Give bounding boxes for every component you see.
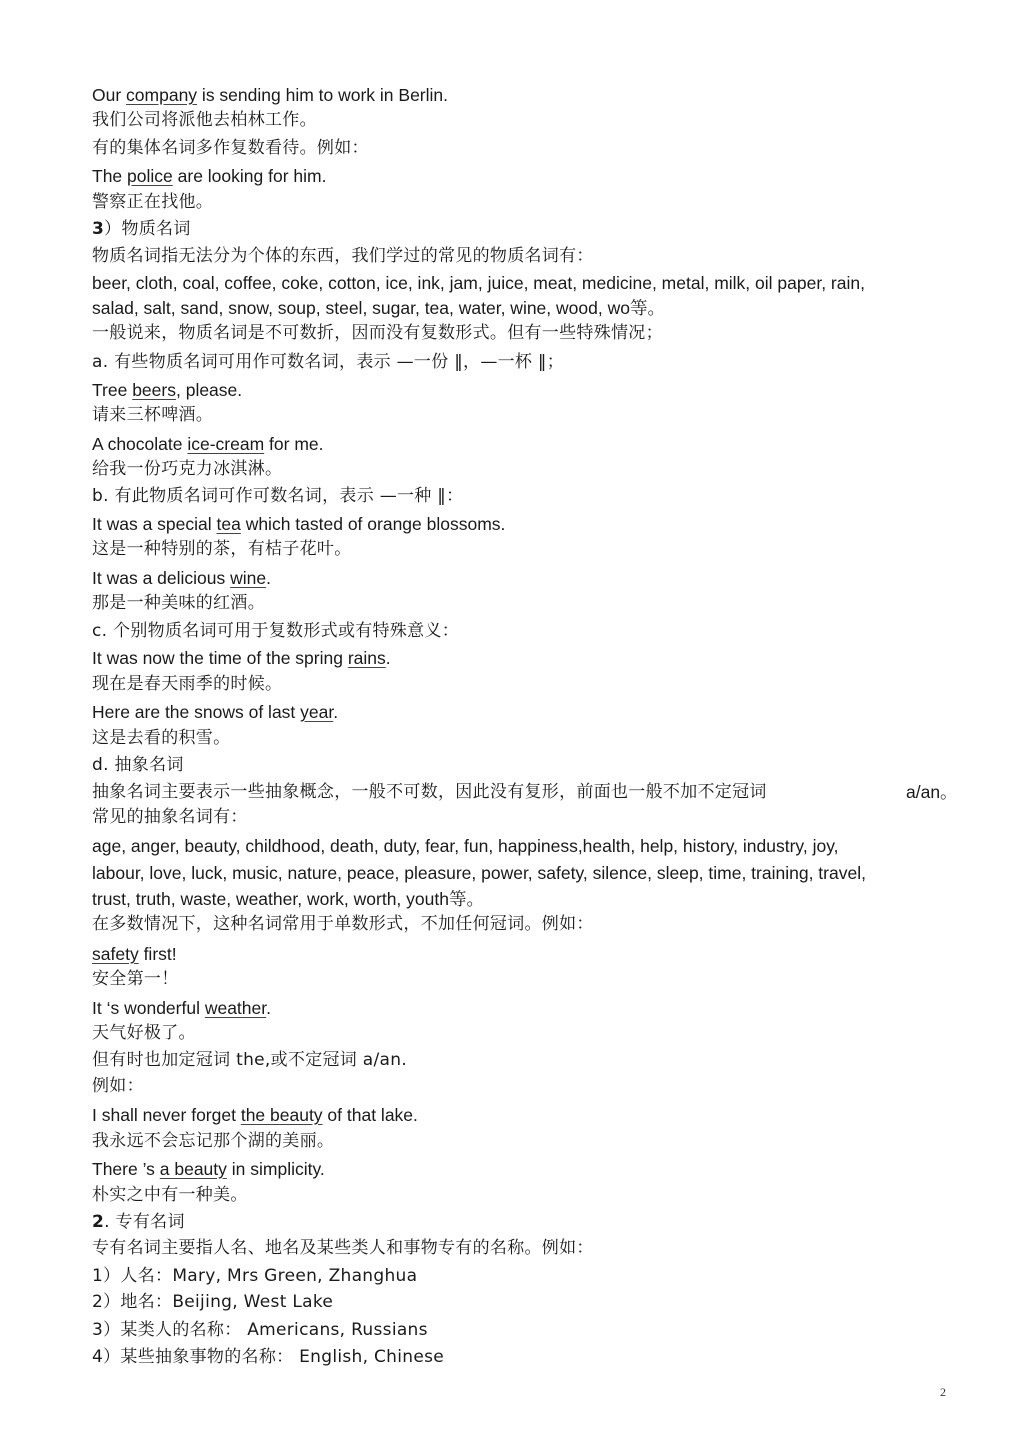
underlined-word: police [127,166,173,186]
explanation: 但有时也加定冠词 the,或不定冠词 a/an. [92,1050,408,1070]
explanation: 常见的抽象名词有： [92,807,248,827]
translation: 天气好极了。 [92,1023,196,1043]
example-sentence: It was now the time of the spring rains. [92,648,391,668]
example-sentence: There ’s a beauty in simplicity. [92,1159,325,1179]
section-heading: 2. 专有名词 [92,1212,185,1232]
example-sentence: I shall never forget the beauty of that lake. [92,1105,418,1125]
translation: 我永远不会忘记那个湖的美丽。 [92,1131,335,1151]
word-list: age, anger, beauty, childhood, death, duty, fear, fun, happiness,health, help, history, industry, joy, [92,836,839,856]
explanation-tail: a/an。 [906,782,958,802]
underlined-word: tea [216,514,241,534]
list-item: 4）某些抽象事物的名称： English, Chinese [92,1347,445,1367]
translation: 给我一份巧克力冰淇淋。 [92,459,283,479]
sub-point: c. 个别物质名词可用于复数形式或有特殊意义： [92,621,460,641]
explanation: 例如： [92,1076,144,1096]
underlined-word: safety [92,944,139,964]
underlined-word: the beauty [240,1105,323,1125]
page-number: 2 [940,1385,946,1399]
example-sentence: Here are the snows of last year. [92,702,339,722]
example-sentence: It ‘s wonderful weather. [92,998,271,1018]
sub-point: b. 有此物质名词可作可数名词，表示 —一种 ‖： [92,486,464,506]
list-item: 1）人名：Mary, Mrs Green, Zhanghua [92,1266,418,1286]
list-item: 2）地名：Beijing, West Lake [92,1292,334,1312]
translation: 安全第一！ [92,969,179,989]
underlined-word: ice-cream [187,434,265,454]
translation: 现在是春天雨季的时候。 [92,674,283,694]
underlined-word: wine [230,568,267,588]
underlined-word: beers [132,380,176,400]
explanation: 专有名词主要指人名、地名及某些类人和事物专有的名称。例如： [92,1238,594,1258]
list-item: 3）某类人的名称： Americans, Russians [92,1320,428,1340]
translation: 警察正在找他。 [92,192,214,212]
translation: 朴实之中有一种美。 [92,1185,248,1205]
translation: 这是去看的积雪。 [92,728,231,748]
underlined-word: rains [347,648,386,668]
example-sentence: It was a special tea which tasted of orange blossoms. [92,514,506,534]
explanation: 一般说来，物质名词是不可数折，因而没有复数形式。但有一些特殊情况； [92,323,663,343]
translation: 这是一种特别的茶，有桔子花叶。 [92,539,352,559]
explanation: 有的集体名词多作复数看待。例如： [92,138,369,158]
underlined-word: year [300,702,334,722]
explanation: 物质名词指无法分为个体的东西，我们学过的常见的物质名词有： [92,246,594,266]
translation: 请来三杯啤酒。 [92,405,214,425]
sub-point: a. 有些物质名词可用作可数名词，表示 —一份 ‖，—一杯 ‖； [92,352,565,372]
word-list: labour, love, luck, music, nature, peace, pleasure, power, safety, silence, sleep, time, training, travel, [92,863,866,883]
sub-point: d. 抽象名词 [92,755,184,775]
explanation: 在多数情况下，这种名词常用于单数形式，不加任何冠词。例如： [92,914,594,934]
example-sentence: It was a delicious wine. [92,568,271,588]
underlined-word: a beauty [159,1159,227,1179]
translation: 我们公司将派他去柏林工作。 [92,110,317,130]
example-sentence: Tree beers, please. [92,380,243,400]
example-sentence: safety first! [92,944,177,964]
word-list: salad, salt, sand, snow, soup, steel, sugar, tea, water, wine, wood, wo等。 [92,298,665,318]
word-list: beer, cloth, coal, coffee, coke, cotton, ice, ink, jam, juice, meat, medicine, metal, milk, oil paper, rain, [92,273,865,293]
section-heading: 3）物质名词 [92,219,191,239]
example-sentence: A chocolate ice-cream for me. [92,434,324,454]
explanation: 抽象名词主要表示一些抽象概念，一般不可数，因此没有复形，前面也一般不加不定冠词 [92,782,767,802]
example-sentence: Our company is sending him to work in Berlin. [92,85,449,105]
underlined-word: weather [204,998,267,1018]
underlined-word: company [126,85,198,105]
translation: 那是一种美味的红酒。 [92,593,265,613]
word-list: trust, truth, waste, weather, work, worth, youth等。 [92,889,484,909]
example-sentence: The police are looking for him. [92,166,327,186]
